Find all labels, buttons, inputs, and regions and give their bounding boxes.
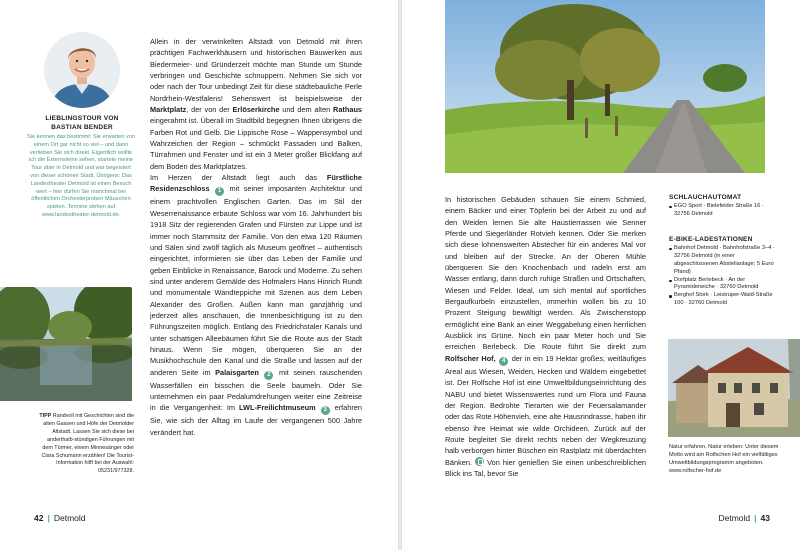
info-ebike-stations	[669, 236, 779, 308]
poi-palaisgarten: Palaisgarten	[215, 367, 259, 377]
schlauchautomat-address: EGO Sport · Bielefelder Straße 16 · 32756 Detmold	[669, 203, 779, 219]
footer-section-left: Detmold	[53, 513, 86, 523]
footer-right: Detmold | 43	[718, 513, 770, 523]
portrait-photo	[44, 32, 120, 108]
poi-residenzschloss: Fürstliche Residenzschloss	[150, 173, 362, 194]
left-page	[0, 0, 398, 550]
page-number-right: 43	[760, 513, 770, 523]
right-page	[402, 0, 800, 550]
bench-icon	[475, 457, 484, 466]
footer-left: 42 | Detmold	[34, 513, 86, 523]
sidebar-intro-text: Sie kennen das bestimmt: Sie erwarten von einem Ort gar nicht so viel – und dann verlieben Sie sich direkt. Eigentlich wollte ich die Externsteine sehen, startete meine Tour aber in Detmold und war begeistert von dieser schönen Stadt. Übrigens: Das Landestheater Detmold ist einen Besuch wert – hier dürfen Sie manchmal bei öffentlichen Orchesterproben Mäuschen spielen. Termine stehen auf www.landestheater-detmold.de.	[27, 134, 135, 218]
route-marker-1: 1	[215, 187, 224, 196]
main-text-column-right: In historischen Gebäuden schauen Sie einem Schmied, einem Bäcker und einer Töpferin bei der Arbeit zu und auf den Weiden lernen Sie alte Haustierrassen wie Senner Pferde und Siegerländer Rotvieh kennen. Oder Sie merken sich diese lohnenswerten Abstecher für ein anderes Mal vor und bleiben auf der Strecke. An der Oberen Mühle überqueren Sie den Knochenbach und radeln erst am Wasser entlang, dann durch ruhige Straßen und Ortschaften, Wiesen und Felder. Ideal, um sich mental auf sportliches Bergaufkurbeln einzustellen, immerhin wollen bis zu 10 Prozent Steigung bewältigt werden. Als Zwischenstopp ermöglicht eine Bank an einer Weggabelung einen herrlichen Ausblick ins Grüne. Noch ein paar Meter hoch und Sie erreichen Berlebeck. Die Route führt Sie direkt zum Rolfscher Hof, 4 der in ein 19 Hektar großes, weitläufiges Areal aus Wiesen, Weiden, Hecken und Wäldern eingebettet ist. Der Rolfsche Hof ist eine Umweltbildungseinrichtung des NABU und bietet Wissenswertes rund um Flora und Fauna der Region. Bedrohte Tierarten wie der Feuersalamander oder das Rote Höhenvieh, eine alte Hausrindrasse, haben ihr ebenso ihre Heimat wie wilde Orchideen. Zurück auf der Route begleitet Sie direkt rechts neben der Wegkreuzung halb verborgen hinter Büschen ein Rastplatz mit überdachten Bänken. Von hier genießen Sie einen unbeschreiblichen Blick ins Tal, bevor Sie	[445, 195, 646, 478]
ebike-station-item: Berghof Stork · Leistruper-Wald-Straße 100 · 32760 Detmold	[669, 292, 779, 308]
ebike-station-item: Dorfplatz Berlebeck · An der Pyramideneiche · 32760 Detmold	[669, 277, 779, 293]
tipp-box	[38, 413, 134, 476]
poi-freilichtmuseum: LWL-Freilichtmuseum	[238, 403, 316, 413]
canal-photo	[0, 287, 132, 401]
page-number-left: 42	[34, 513, 44, 523]
route-marker-2: 2	[264, 371, 273, 380]
road-landscape-photo	[445, 0, 765, 173]
route-marker-4: 4	[499, 357, 508, 366]
main-text-column-left: Allein in der verwinkelten Altstadt von Detmold mit ihren prächtigen Fachwerkhäusern und historischen Bauwerken aus Biedermeier- und Gründerzeit möchte man Stunde um Stunde verbringen und Geschichte schnuppern. Nehmen Sie sich vor oder nach der Tour unbedingt Zeit für diese städtebauliche Perle Nordrhein-Westfalens! Sehenswert ist beispielsweise der Marktplatz, der von der Erlöserkirche und dem alten Rathaus eingerahmt ist. Überall im Stadtbild begegnen Ihnen übrigens die Farben Rot und Gelb. Die Lippische Rose – Wappensymbol und Wahrzeichen der Region – schmückt Fassaden und Balken, Türrahmen und Fenster und ist ein 3 Meter großer Blickfang auf dem Boden des Marktplatzes. Im Herzen der Altstadt liegt auch das Fürstliche Residenzschloss 1 mit seiner imposanten Architektur und einem prachtvollen Englischen Garten. Das im Stil der Weserrenaissance erbaute Schloss war vom 16. Jahrhundert bis 1918 Sitz der regierenden Grafen und Fürsten zur Lippe und ist immer noch Stammsitz der Familie. Von den etwa 120 Räumen und Sälen sind zwölf täglich als Museum geöffnet – authentisch eingerichtet, informieren sie über das Leben der Familie und geben Einblicke in Renaissance, Barock und Moderne. Zu sehen sind unter anderem Gemälde des Hofmalers Hans Hinrich Rundt und monumentale Wandteppiche mit Szenen aus dem Leben Alexander des Großen. Außen kann man ganzjährig und jederzeit alles anschauen, die Innenbesichtigung ist zu den Führungszeiten möglich. Entlang des Friedrichstaler Kanals und unter schattigen Alleebäumen führt Sie die Route aus der Stadt hinaus. Wenn Sie mögen, überqueren Sie an der Musikhochschule den Kanal und die Straße und lassen auf der anderen Seite im Palaisgarten 2 mit seinen rauschenden Wasserfällen ein bisschen die Seele baumeln. Oder Sie unternehmen ein paar Pedalumdrehungen weiter eine Zeitreise in die Vergangenheit: Im LWL-Freilichtmuseum 3 erfahren Sie, wie sich der Alltag im Laufe der vergangenen 500 Jahre verändert hat.	[150, 37, 363, 437]
info-schlauchautomat	[669, 194, 779, 219]
schlauchautomat-heading: SCHLAUCHAUTOMAT	[669, 194, 742, 201]
tipp-label: TIPP	[39, 413, 52, 419]
poi-rolfscher-hof: Rolfscher Hof,	[445, 353, 496, 363]
footer-section-right: Detmold	[718, 513, 751, 523]
poi-rathaus: Rathaus	[333, 105, 363, 115]
route-marker-3: 3	[321, 406, 330, 415]
tipp-text: Randvoll mit Geschichten sind die alten Gassen und Höfe der Detmolder Altstadt. Lassen Sie sich diese bei anderthalb-stündigen Führungen mit dem Türmer, einem Minnesänger oder Clara Schumann erzählen! Die Tourist-Information hilft bei der Auswahl: 05231/977328.	[41, 413, 134, 475]
sidebar-heading: LIEBLINGSTOUR VON BASTIAN BENDER	[45, 115, 119, 131]
poi-erloeserkirche: Erlöserkirche	[232, 105, 280, 115]
ebike-station-item: Bahnhof Detmold · Bahnhofstraße 3–4 · 32756 Detmold (in einer abgeschlossenen Abstellanlage; 5 Euro Pfand)	[669, 245, 779, 277]
rolfscher-hof-photo	[668, 339, 800, 437]
poi-marktplatz: Marktplatz	[150, 105, 187, 115]
ebike-heading: E-BIKE-LADESTATIONEN	[669, 236, 753, 243]
house-photo-caption: Natur erfahren, Natur erleben: Unter diesem Motto wird am Rolfschen Hof ein vielfältiges Umweltbildungsprogramm angeboten. www.rolfscher-hof.de	[669, 444, 779, 474]
